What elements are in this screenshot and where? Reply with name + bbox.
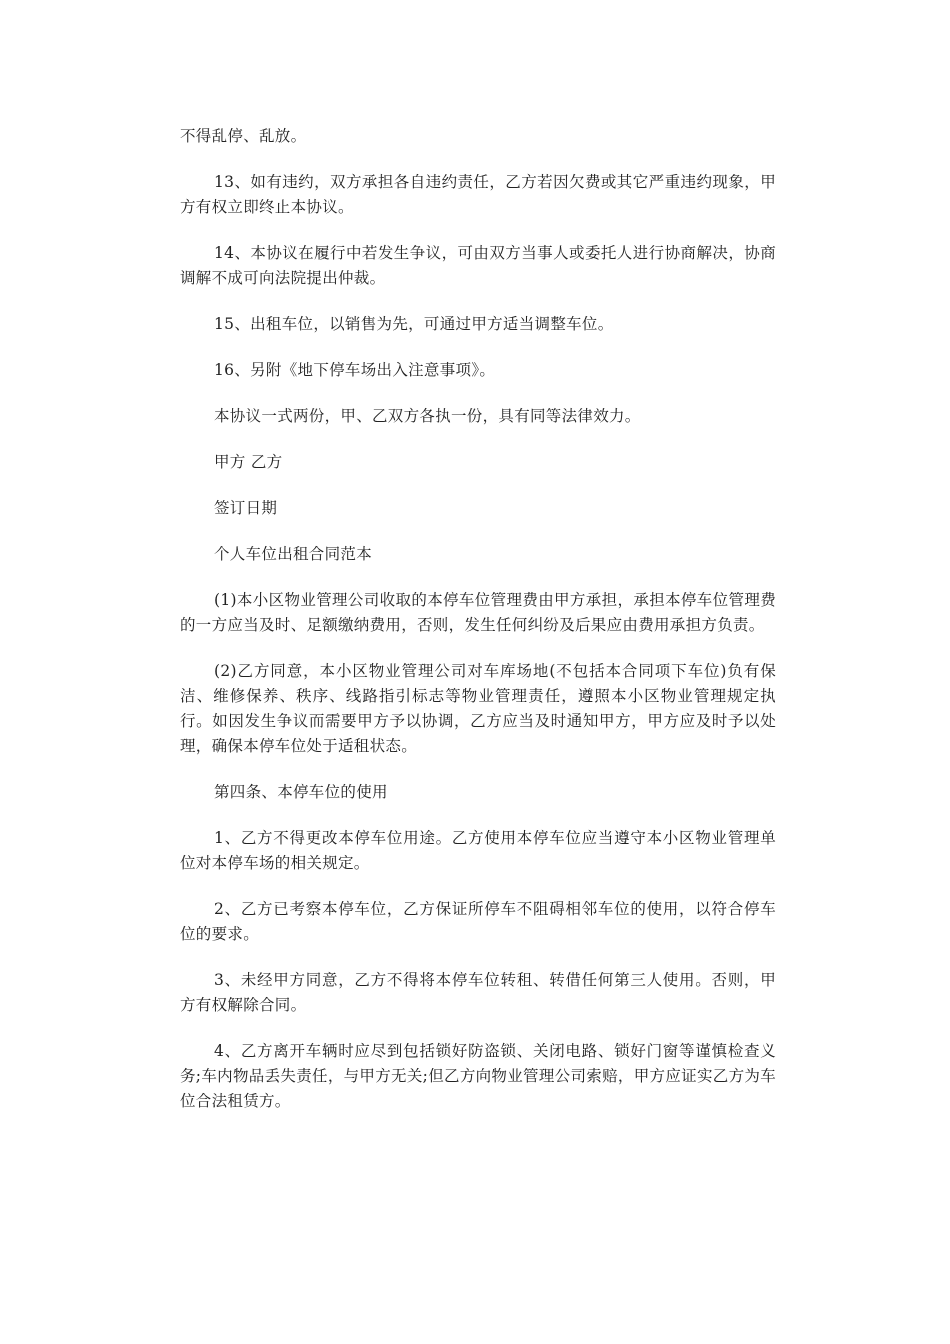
paragraph-sign-date: 签订日期 <box>214 499 278 517</box>
paragraph-parties: 甲方 乙方 <box>214 453 283 471</box>
paragraph-section-title: 个人车位出租合同范本 <box>214 545 373 563</box>
paragraph-usage-2: 2、乙方已考察本停车位，乙方保证所停车不阻碍相邻车位的使用，以符合停车位的要求。 <box>180 900 776 943</box>
document-body <box>180 124 776 1135</box>
paragraph-clause-14: 14、本协议在履行中若发生争议，可由双方当事人或委托人进行协商解决，协商调解不成可向法院提出仲裁。 <box>180 244 776 287</box>
paragraph-item-1: (1)本小区物业管理公司收取的本停车位管理费由甲方承担，承担本停车位管理费的一方应当及时、足额缴纳费用，否则，发生任何纠纷及后果应由费用承担方负责。 <box>180 591 776 634</box>
paragraph-usage-3: 3、未经甲方同意，乙方不得将本停车位转租、转借任何第三人使用。否则，甲方有权解除合同。 <box>180 971 776 1014</box>
paragraph-continuation: 不得乱停、乱放。 <box>180 127 307 145</box>
paragraph-usage-1: 1、乙方不得更改本停车位用途。乙方使用本停车位应当遵守本小区物业管理单位对本停车场的相关规定。 <box>180 829 776 872</box>
paragraph-article-4-heading: 第四条、本停车位的使用 <box>214 783 388 801</box>
paragraph-clause-13: 13、如有违约，双方承担各自违约责任，乙方若因欠费或其它严重违约现象，甲方有权立即终止本协议。 <box>180 173 776 216</box>
paragraph-usage-4: 4、乙方离开车辆时应尽到包括锁好防盗锁、关闭电路、锁好门窗等谨慎检查义务;车内物品丢失责任，与甲方无关;但乙方向物业管理公司索赔，甲方应证实乙方为车位合法租赁方。 <box>180 1042 776 1110</box>
paragraph-clause-16: 16、另附《地下停车场出入注意事项》。 <box>214 361 496 379</box>
paragraph-clause-15: 15、出租车位，以销售为先，可通过甲方适当调整车位。 <box>214 315 614 333</box>
paragraph-copies: 本协议一式两份，甲、乙双方各执一份，具有同等法律效力。 <box>214 407 641 425</box>
paragraph-item-2: (2)乙方同意，本小区物业管理公司对车库场地(不包括本合同项下车位)负有保洁、维修保养、秩序、线路指引标志等物业管理责任，遵照本小区物业管理规定执行。如因发生争议而需要甲方予以协调，乙方应当及时通知甲方，甲方应及时予以处理，确保本停车位处于适租状态。 <box>180 662 776 755</box>
